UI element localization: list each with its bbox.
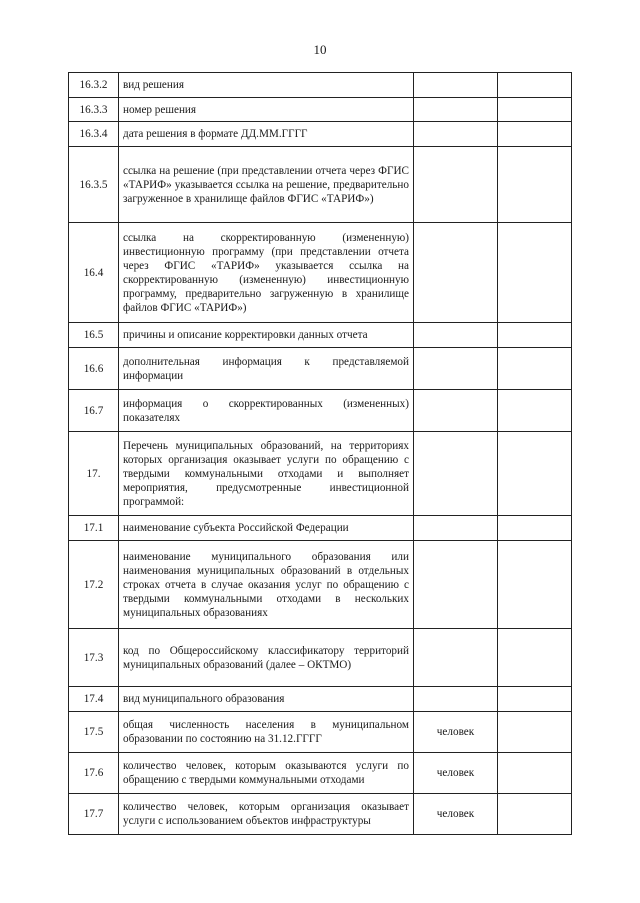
row-value (498, 541, 572, 629)
row-unit (414, 223, 498, 323)
row-description: вид муниципального образования (119, 687, 414, 712)
row-number: 16.3.2 (69, 73, 119, 98)
row-number: 16.6 (69, 348, 119, 390)
row-number: 17.1 (69, 516, 119, 541)
row-value (498, 98, 572, 122)
row-description: количество человек, которым оказываются услуги по обращению с твердыми коммунальными отходами (119, 753, 414, 794)
row-value (498, 432, 572, 516)
row-unit (414, 432, 498, 516)
row-value (498, 516, 572, 541)
row-description: дополнительная информация к представляемой информации (119, 348, 414, 390)
table-row (69, 73, 572, 98)
row-number: 17.5 (69, 712, 119, 753)
row-unit (414, 629, 498, 687)
row-value (498, 712, 572, 753)
row-description: номер решения (119, 98, 414, 122)
row-number: 17.7 (69, 794, 119, 835)
row-number: 16.3.3 (69, 98, 119, 122)
table-row (69, 147, 572, 223)
table-row (69, 541, 572, 629)
row-number: 16.5 (69, 323, 119, 348)
table-row (69, 223, 572, 323)
row-number: 17.2 (69, 541, 119, 629)
row-unit (414, 98, 498, 122)
row-description: наименование субъекта Российской Федерации (119, 516, 414, 541)
row-number: 17.3 (69, 629, 119, 687)
row-value (498, 794, 572, 835)
row-number: 16.4 (69, 223, 119, 323)
table-row (69, 323, 572, 348)
table-row (69, 122, 572, 147)
row-unit: человек (414, 794, 498, 835)
row-description: ссылка на скорректированную (измененную) инвестиционную программу (при представлении отчета через ФГИС «ТАРИФ» указывается ссылка на скорректированную (измененную) инвестиционную программу, предварительно загруженную в хранилище файлов ФГИС «ТАРИФ») (119, 223, 414, 323)
row-number: 17. (69, 432, 119, 516)
row-value (498, 122, 572, 147)
row-unit (414, 122, 498, 147)
row-unit: человек (414, 753, 498, 794)
table-row (69, 794, 572, 835)
row-description: код по Общероссийскому классификатору территорий муниципальных образований (далее – ОКТМО) (119, 629, 414, 687)
row-unit (414, 390, 498, 432)
table-row (69, 432, 572, 516)
row-value (498, 323, 572, 348)
row-unit (414, 73, 498, 98)
row-value (498, 147, 572, 223)
row-value (498, 753, 572, 794)
row-description: информация о скорректированных (измененных) показателях (119, 390, 414, 432)
row-unit (414, 541, 498, 629)
table-row (69, 98, 572, 122)
row-value (498, 223, 572, 323)
table-row (69, 687, 572, 712)
row-unit (414, 147, 498, 223)
page-number: 10 (313, 42, 327, 57)
row-value (498, 73, 572, 98)
row-unit (414, 348, 498, 390)
row-unit: человек (414, 712, 498, 753)
row-value (498, 687, 572, 712)
table-row (69, 390, 572, 432)
row-number: 16.7 (69, 390, 119, 432)
row-unit (414, 516, 498, 541)
table-row (69, 753, 572, 794)
row-number: 17.4 (69, 687, 119, 712)
row-description: дата решения в формате ДД.ММ.ГГГГ (119, 122, 414, 147)
row-unit (414, 323, 498, 348)
row-value (498, 348, 572, 390)
row-description: Перечень муниципальных образований, на территориях которых организация оказывает услуги по обращению с твердыми коммунальными отходами и выполняет мероприятия, предусмотренные инвестиционной программой: (119, 432, 414, 516)
row-description: вид решения (119, 73, 414, 98)
row-description: ссылка на решение (при представлении отчета через ФГИС «ТАРИФ» указывается ссылка на решение, предварительно загруженное в хранилище файлов ФГИС «ТАРИФ») (119, 147, 414, 223)
table-row (69, 712, 572, 753)
row-description: наименование муниципального образования или наименования муниципальных образований в отдельных строках отчета в случае оказания услуг по обращению с твердыми коммунальными отходами в нескольких муниципальных образованиях (119, 541, 414, 629)
document-table (68, 72, 572, 835)
row-number: 16.3.4 (69, 122, 119, 147)
row-number: 17.6 (69, 753, 119, 794)
table-row (69, 629, 572, 687)
row-description: количество человек, которым организация оказывает услуги с использованием объектов инфраструктуры (119, 794, 414, 835)
row-number: 16.3.5 (69, 147, 119, 223)
row-description: причины и описание корректировки данных отчета (119, 323, 414, 348)
row-description: общая численность населения в муниципальном образовании по состоянию на 31.12.ГГГГ (119, 712, 414, 753)
row-unit (414, 687, 498, 712)
row-value (498, 390, 572, 432)
row-value (498, 629, 572, 687)
table-row (69, 348, 572, 390)
table-row (69, 516, 572, 541)
